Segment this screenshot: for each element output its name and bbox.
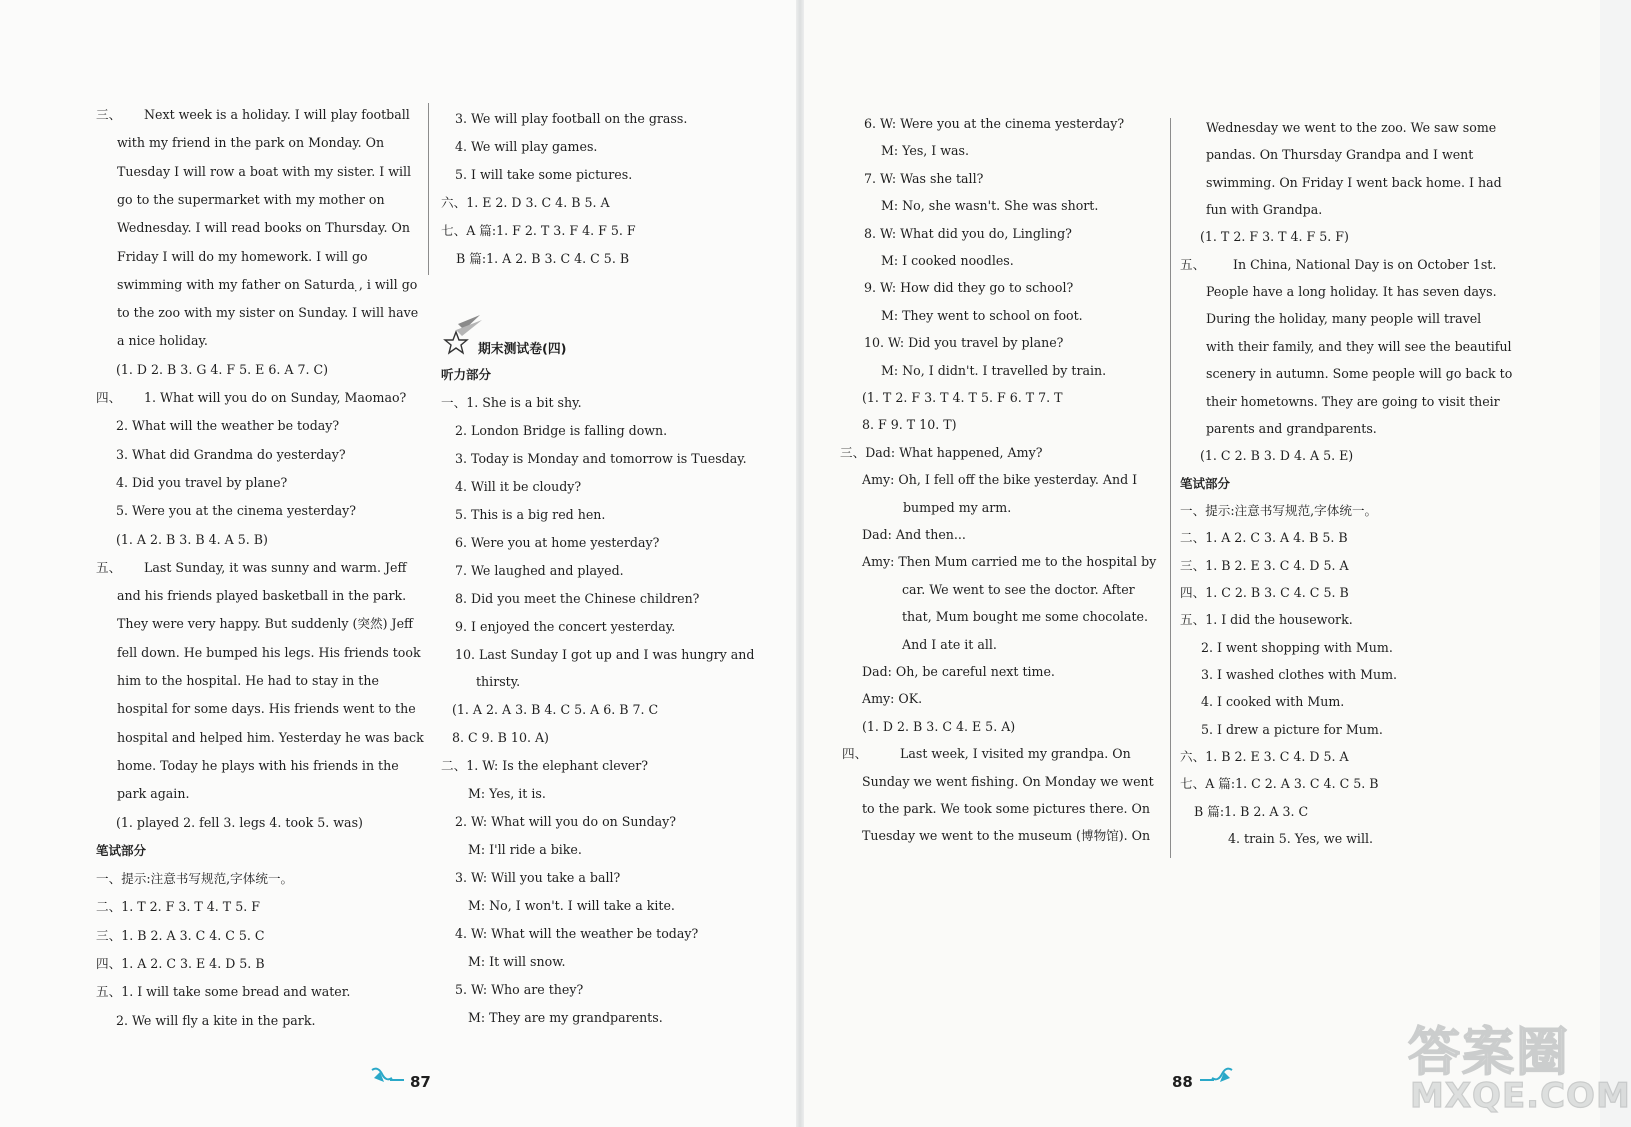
text-line: 二、1. W: Is the elephant clever? bbox=[441, 758, 649, 774]
text-line: fell down. He bumped his legs. His friends took bbox=[117, 644, 421, 660]
text-line: 9. I enjoyed the concert yesterday. bbox=[455, 618, 676, 634]
text-line: M: They went to school on foot. bbox=[881, 307, 1083, 323]
section-heading: 笔试部分 bbox=[1180, 475, 1231, 491]
section-heading: 笔试部分 bbox=[96, 842, 147, 858]
text-line: Sunday we went fishing. On Monday we went bbox=[862, 773, 1154, 789]
test-title: 期末测试卷(四) bbox=[478, 342, 567, 357]
text-line: M: No, she wasn't. She was short. bbox=[881, 198, 1099, 214]
text-line: him to the hospital. He had to stay in the bbox=[117, 673, 379, 688]
text-line: 五、1. I did the housework. bbox=[1180, 612, 1353, 628]
text-line: 4. W: What will the weather be today? bbox=[455, 926, 699, 941]
text-line: Wednesday we went to the zoo. We saw some bbox=[1206, 120, 1497, 135]
text-line: Amy: OK. bbox=[862, 691, 923, 707]
section-label: 五、 bbox=[1180, 256, 1206, 272]
text-line: 三、1. B 2. E 3. C 4. D 5. A bbox=[1180, 557, 1349, 573]
text-line: Tuesday we went to the museum (博物馆). On bbox=[862, 828, 1151, 844]
text-line: 四、1. C 2. B 3. C 4. C 5. B bbox=[1180, 584, 1349, 600]
text-line: B 篇:1. A 2. B 3. C 4. C 5. B bbox=[456, 251, 630, 266]
text-line: 5. Were you at the cinema yesterday? bbox=[116, 503, 356, 519]
text-line: Next week is a holiday. I will play football bbox=[144, 107, 410, 122]
text-line: 一、1. She is a bit shy. bbox=[441, 394, 582, 410]
text-line: M: I cooked noodles. bbox=[881, 253, 1014, 268]
text-line: 三、Dad: What happened, Amy? bbox=[840, 444, 1043, 460]
text-line: Last week, I visited my grandpa. On bbox=[900, 746, 1131, 762]
text-line: 5. W: Who are they? bbox=[455, 981, 584, 997]
text-line: with their family, and they will see the beautiful bbox=[1206, 338, 1512, 354]
text-line: to the zoo with my sister on Sunday. I will have bbox=[117, 305, 419, 321]
text-line: 3. I washed clothes with Mum. bbox=[1201, 667, 1398, 682]
text-line: 10. Last Sunday I got up and I was hungry and bbox=[455, 646, 755, 662]
text-line: park again. bbox=[117, 786, 190, 802]
text-line: Amy: Oh, I fell off the bike yesterday. And I bbox=[862, 472, 1138, 488]
text-line: M: No, I won't. I will take a kite. bbox=[468, 898, 675, 914]
text-line: parents and grandparents. bbox=[1206, 420, 1377, 436]
text-line: M: I'll ride a bike. bbox=[468, 842, 582, 858]
text-line: 二、1. T 2. F 3. T 4. T 5. F bbox=[96, 899, 260, 915]
text-line: 4. Will it be cloudy? bbox=[455, 478, 582, 494]
text-line: Dad: And then... bbox=[862, 527, 966, 542]
watermark-logo bbox=[1408, 1006, 1631, 1124]
text-line: Amy: Then Mum carried me to the hospital by bbox=[862, 554, 1157, 570]
page-number-right: 88 bbox=[1172, 1073, 1193, 1091]
text-line: 4. Did you travel by plane? bbox=[116, 474, 288, 490]
right-footer-ornament-icon bbox=[1196, 1064, 1236, 1090]
watermark-url: MXQE.COM bbox=[1410, 1076, 1631, 1116]
text-line: 9. W: How did they go to school? bbox=[864, 280, 1074, 296]
page-number-left: 87 bbox=[410, 1073, 431, 1091]
text-line: 3. Today is Monday and tomorrow is Tuesday. bbox=[455, 450, 747, 466]
text-line: 六、1. E 2. D 3. C 4. B 5. A bbox=[441, 195, 610, 210]
text-line: 3. What did Grandma do yesterday? bbox=[116, 446, 346, 462]
column-divider-left bbox=[428, 103, 429, 275]
text-line: go to the supermarket with my mother on bbox=[117, 191, 385, 207]
text-line: 8. W: What did you do, Lingling? bbox=[864, 225, 1072, 241]
text-line: (1. T 2. F 3. T 4. T 5. F 6. T 7. T bbox=[862, 390, 1063, 405]
text-line: 3. We will play football on the grass. bbox=[455, 111, 688, 126]
text-line: (1. played 2. fell 3. legs 4. took 5. was) bbox=[116, 814, 363, 830]
text-line: 7. We laughed and played. bbox=[455, 562, 624, 578]
text-line: 六、1. B 2. E 3. C 4. D 5. A bbox=[1180, 749, 1349, 765]
text-line: pandas. On Thursday Grandpa and I went bbox=[1206, 147, 1474, 163]
text-line: thirsty. bbox=[476, 674, 521, 690]
section-heading: 听力部分 bbox=[441, 367, 492, 382]
text-line: 8. F 9. T 10. T) bbox=[862, 417, 957, 433]
text-line: 7. W: Was she tall? bbox=[864, 170, 984, 186]
text-line: M: They are my grandparents. bbox=[468, 1009, 663, 1025]
text-line: Tuesday I will row a boat with my sister. I will bbox=[117, 163, 412, 179]
text-line: and his friends played basketball in the park. bbox=[117, 588, 407, 604]
text-line: to the park. We took some pictures there. On bbox=[862, 801, 1150, 816]
text-line: 三、1. B 2. A 3. C 4. C 5. C bbox=[96, 927, 265, 943]
text-line: M: No, I didn't. I travelled by train. bbox=[881, 362, 1107, 378]
text-line: People have a long holiday. It has seven days. bbox=[1206, 284, 1497, 300]
book-gutter bbox=[796, 0, 804, 1127]
text-line: swimming. On Friday I went back home. I had bbox=[1206, 174, 1502, 190]
text-line: 一、提示:注意书写规范,字体统一。 bbox=[96, 871, 294, 887]
text-line: that, Mum bought me some chocolate. bbox=[902, 609, 1148, 625]
text-line: 5. This is a big red hen. bbox=[455, 506, 606, 522]
watermark-cn: 答案圈 bbox=[1408, 1023, 1571, 1083]
text-line: 2. What will the weather be today? bbox=[116, 418, 340, 434]
text-line: a nice holiday. bbox=[117, 333, 208, 349]
text-line: 8. Did you meet the Chinese children? bbox=[455, 590, 700, 606]
text-line: 四、1. A 2. C 3. E 4. D 5. B bbox=[96, 956, 265, 971]
left-footer-ornament-icon bbox=[368, 1064, 408, 1090]
text-line: B 篇:1. B 2. A 3. C bbox=[1194, 803, 1309, 819]
text-line: (1. A 2. A 3. B 4. C 5. A 6. B 7. C bbox=[452, 702, 659, 718]
text-line: Wednesday. I will read books on Thursday. On bbox=[117, 220, 410, 236]
text-line: M: Yes, it is. bbox=[468, 786, 546, 802]
text-line: Last Sunday, it was sunny and warm. Jeff bbox=[144, 559, 407, 575]
text-line: M: Yes, I was. bbox=[881, 143, 970, 159]
text-line: 4. I cooked with Mum. bbox=[1201, 694, 1345, 710]
test-title-block bbox=[444, 314, 614, 357]
text-line: 8. C 9. B 10. A) bbox=[452, 730, 549, 746]
text-line: (1. T 2. F 3. T 4. F 5. F) bbox=[1200, 229, 1349, 245]
text-line: 二、1. A 2. C 3. A 4. B 5. B bbox=[1180, 530, 1348, 546]
text-line: Friday I will do my homework. I will go bbox=[117, 248, 368, 264]
text-line: 2. W: What will you do on Sunday? bbox=[455, 814, 677, 830]
text-line: car. We went to see the doctor. After bbox=[902, 581, 1135, 597]
section-label: 四、 bbox=[842, 746, 868, 762]
text-line: And I ate it all. bbox=[902, 636, 997, 652]
text-line: hospital for some days. His friends went to the bbox=[117, 701, 416, 717]
text-line: 10. W: Did you travel by plane? bbox=[864, 335, 1064, 351]
text-line: 3. W: Will you take a ball? bbox=[455, 870, 621, 886]
text-line: home. Today he plays with his friends in the bbox=[117, 757, 399, 773]
text-line: In China, National Day is on October 1st. bbox=[1233, 256, 1497, 272]
text-line: scenery in autumn. Some people will go back to bbox=[1206, 366, 1513, 382]
text-line: 6. Were you at home yesterday? bbox=[455, 534, 660, 550]
section-label: 四、 bbox=[96, 390, 122, 405]
text-line: 5. I drew a picture for Mum. bbox=[1201, 721, 1383, 737]
text-line: bumped my arm. bbox=[903, 499, 1012, 515]
text-line: their hometowns. They are going to visit their bbox=[1206, 393, 1500, 409]
text-line: fun with Grandpa. bbox=[1206, 202, 1323, 218]
text-line: 4. train 5. Yes, we will. bbox=[1228, 831, 1374, 847]
section-label: 五、 bbox=[96, 559, 122, 575]
text-line: 五、1. I will take some bread and water. bbox=[96, 984, 351, 1000]
text-line: (1. C 2. B 3. D 4. A 5. E) bbox=[1200, 448, 1354, 464]
text-line: They were very happy. But suddenly (突然) Jeff bbox=[117, 616, 413, 632]
text-line: 6. W: Were you at the cinema yesterday? bbox=[864, 116, 1125, 131]
text-line: 2. We will fly a kite in the park. bbox=[116, 1012, 316, 1028]
text-line: M: It will snow. bbox=[468, 953, 566, 969]
text-line: (1. D 2. B 3. G 4. F 5. E 6. A 7. C) bbox=[116, 361, 329, 377]
text-line: with my friend in the park on Monday. On bbox=[117, 135, 385, 151]
text-line: 5. I will take some pictures. bbox=[455, 167, 633, 182]
text-line: (1. A 2. B 3. B 4. A 5. B) bbox=[116, 531, 268, 547]
text-line: (1. D 2. B 3. C 4. E 5. A) bbox=[862, 718, 1016, 734]
text-line: 4. We will play games. bbox=[455, 139, 598, 154]
text-line: 2. London Bridge is falling down. bbox=[455, 422, 668, 438]
text-line: 七、A 篇:1. C 2. A 3. C 4. C 5. B bbox=[1180, 776, 1379, 792]
text-line: swimming with my father on Saturda ̣, i will go bbox=[117, 276, 418, 292]
section-label: 三、 bbox=[96, 107, 122, 122]
text-line: During the holiday, many people will travel bbox=[1206, 311, 1482, 327]
text-line: 1. What will you do on Sunday, Maomao? bbox=[144, 390, 407, 405]
column-divider-right bbox=[1170, 118, 1171, 858]
text-line: 七、A 篇:1. F 2. T 3. F 4. F 5. F bbox=[441, 223, 636, 238]
text-line: Dad: Oh, be careful next time. bbox=[862, 664, 1055, 679]
text-line: 一、提示:注意书写规范,字体统一。 bbox=[1180, 502, 1378, 518]
text-line: hospital and helped him. Yesterday he was back bbox=[117, 729, 424, 745]
text-line: 2. I went shopping with Mum. bbox=[1201, 639, 1393, 655]
